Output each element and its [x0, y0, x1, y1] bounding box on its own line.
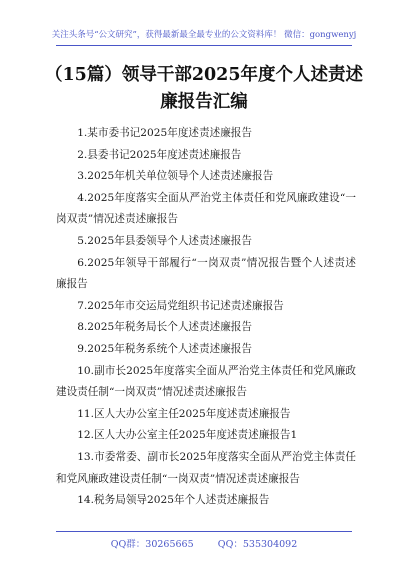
toc-item: 5.2025年县委领导个人述责述廉报告 [77, 234, 252, 247]
toc-item: 13.市委常委、副市长2025年度落实全面从严治党主体责任和党风廉政建设责任制“一岗双责”情况述责述廉报告 [56, 450, 356, 485]
table-of-contents [56, 123, 356, 512]
footer-rule [56, 531, 352, 532]
toc-item: 1.某市委书记2025年度述责述廉报告 [77, 127, 252, 139]
footer-note: QQ群：30265665 QQ：535304092 [110, 539, 298, 550]
toc-item: 2.县委书记2025年度述责述廉报告 [77, 148, 242, 161]
header-rule [56, 45, 352, 46]
header-note: 关注头条号“公文研究”，获得最新最全最专业的公文资料库！ 微信：gongwenyj [51, 30, 357, 40]
toc-item: 3.2025年机关单位领导个人述责述廉报告 [77, 170, 274, 183]
toc-item: 8.2025年税务局长个人述责述廉报告 [77, 321, 252, 334]
toc-item: 11.区人大办公室主任2025年度述责述廉报告 [77, 407, 291, 420]
toc-item: 7.2025年市交运局党组织书记述责述廉报告 [77, 299, 284, 312]
toc-item: 4.2025年度落实全面从严治党主体责任和党风廉政建设“一岗双责”情况述责述廉报告 [56, 191, 356, 226]
toc-item: 14.税务局领导2025年个人述责述廉报告 [77, 494, 270, 507]
toc-item: 12.区人大办公室主任2025年度述责述廉报告1 [77, 429, 298, 442]
document-title: （15篇）领导干部2025年度个人述责述廉报告汇编 [44, 65, 364, 112]
toc-item: 9.2025年税务系统个人述责述廉报告 [77, 342, 252, 355]
toc-item: 6.2025年领导干部履行“一岗双责”情况报告暨个人述责述廉报告 [56, 256, 356, 291]
toc-item: 10.副市长2025年度落实全面从严治党主体责任和党风廉政建设责任制“一岗双责”情况述责述廉报告 [56, 364, 356, 399]
